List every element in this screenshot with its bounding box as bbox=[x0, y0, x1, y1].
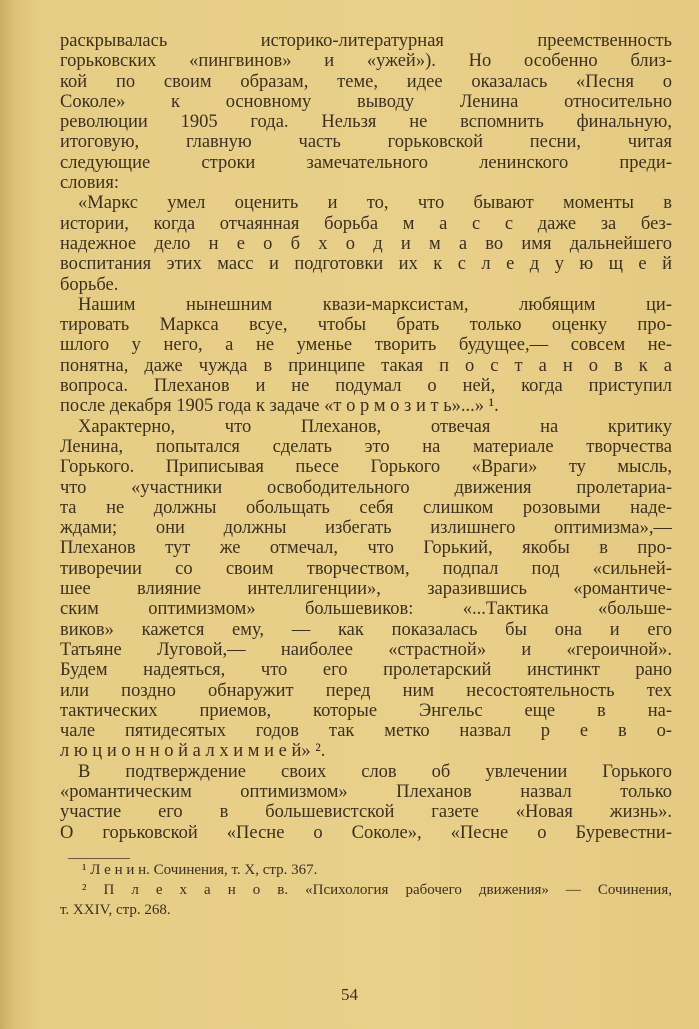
text-line: воспитания этих масс и подготовки их к с л е д у ю щ е й bbox=[60, 254, 672, 275]
text-line: участие его в большевистской газете «Новая жизнь». bbox=[60, 802, 672, 823]
text-line: чале пятидесятых годов так метко назвал р е в о- bbox=[60, 721, 672, 742]
text-line: виков» кажется ему, — как показалась бы она и его bbox=[60, 619, 672, 640]
text-line: В подтверждение своих слов об увлечении Горького bbox=[78, 761, 672, 782]
text-line: раскрывалась историко-литературная преемственность bbox=[60, 31, 672, 51]
text-line: что «участники освободительного движения пролетариа- bbox=[60, 477, 672, 498]
text-line: Нашим нынешним квази-марксистам, любящим ци- bbox=[78, 294, 672, 315]
text-line: итоговую, главную часть горьковской песни, читая bbox=[60, 132, 672, 153]
text-line: словия: bbox=[60, 173, 119, 194]
text-line: или поздно обнаружит перед ним несостоятельность тех bbox=[60, 680, 672, 701]
text-line: после декабря 1905 года к задаче «т о р м о з и т ь»...» ¹. bbox=[60, 396, 499, 417]
text-line: тактических приемов, которые Энгельс еще в на- bbox=[60, 700, 672, 721]
footnote-1: ¹ Л е н и н. Сочинения, т. X, стр. 367. bbox=[82, 862, 318, 878]
text-line: Характерно, что Плеханов, отвечая на критику bbox=[78, 416, 672, 437]
text-line: ждами; они должны избегать излишнего оптимизма»,— bbox=[60, 518, 672, 539]
text-line: Будем надеяться, что его пролетарский инстинкт рано bbox=[60, 660, 672, 681]
body-text bbox=[60, 31, 672, 843]
text-line: понятна, даже чужда в принципе такая п о с т а н о в к а bbox=[60, 355, 672, 376]
text-line: л ю ц и о н н о й а л х и м и е й» ². bbox=[60, 741, 326, 762]
text-line: горьковских «пингвинов» и «ужей»). Но особенно близ- bbox=[60, 51, 672, 72]
text-line: борьбе. bbox=[60, 274, 119, 295]
text-line: ским оптимизмом» большевиков: «...Тактика «больше- bbox=[60, 599, 672, 620]
text-line: «Маркс умел оценить и то, что бывают моменты в bbox=[78, 193, 672, 214]
text-line: О горьковской «Песне о Соколе», «Песне о Буревестни- bbox=[60, 822, 672, 843]
text-line: шлого у него, а не уменье творить будущее,— совсем не- bbox=[60, 335, 672, 356]
text-line: шее влияние интеллигенции», заразившись «романтиче- bbox=[60, 579, 672, 600]
text-line: надежное дело н е о б х о д и м а во имя дальнейшего bbox=[60, 233, 672, 254]
text-line: истории, когда отчаянная борьба м а с с даже за без- bbox=[60, 213, 672, 234]
footnotes bbox=[60, 860, 672, 920]
text-line: тировать Маркса всуе, чтобы брать только оценку про- bbox=[60, 315, 672, 336]
text-line: та не должны обольщать себя слишком розовыми наде- bbox=[60, 497, 672, 518]
text-line: вопроса. Плеханов и не подумал о ней, когда приступил bbox=[60, 376, 672, 397]
text-line: революции 1905 года. Нельзя не вспомнить финальную, bbox=[60, 112, 672, 133]
text-line: «романтическим оптимизмом» Плеханов назвал только bbox=[60, 781, 672, 802]
text-line: Плеханов тут же отмечал, что Горький, якобы в про- bbox=[60, 538, 672, 559]
text-line: Татьяне Луговой,— наиболее «страстной» и «героичной». bbox=[60, 639, 672, 660]
footnote-2: ² П л е х а н о в. «Психология рабочего движения» — Сочинения, bbox=[82, 882, 672, 898]
page-number: 54 bbox=[341, 985, 358, 1004]
text-line: следующие строки замечательного ленинского преди- bbox=[60, 152, 672, 173]
text-line: тиворечии со своим творчеством, подпал под «сильней- bbox=[60, 558, 672, 579]
footnote-separator bbox=[68, 858, 130, 859]
text-line: Горького. Приписывая пьесе Горького «Враги» ту мысль, bbox=[60, 457, 672, 478]
text-line: кой по своим образам, теме, идее оказалась «Песня о bbox=[60, 71, 672, 92]
footnote-2-continued: т. XXIV, стр. 268. bbox=[60, 902, 171, 918]
text-line: Соколе» к основному выводу Ленина относительно bbox=[60, 91, 672, 112]
text-line: Ленина, попытался сделать это на материале творчества bbox=[60, 436, 672, 457]
